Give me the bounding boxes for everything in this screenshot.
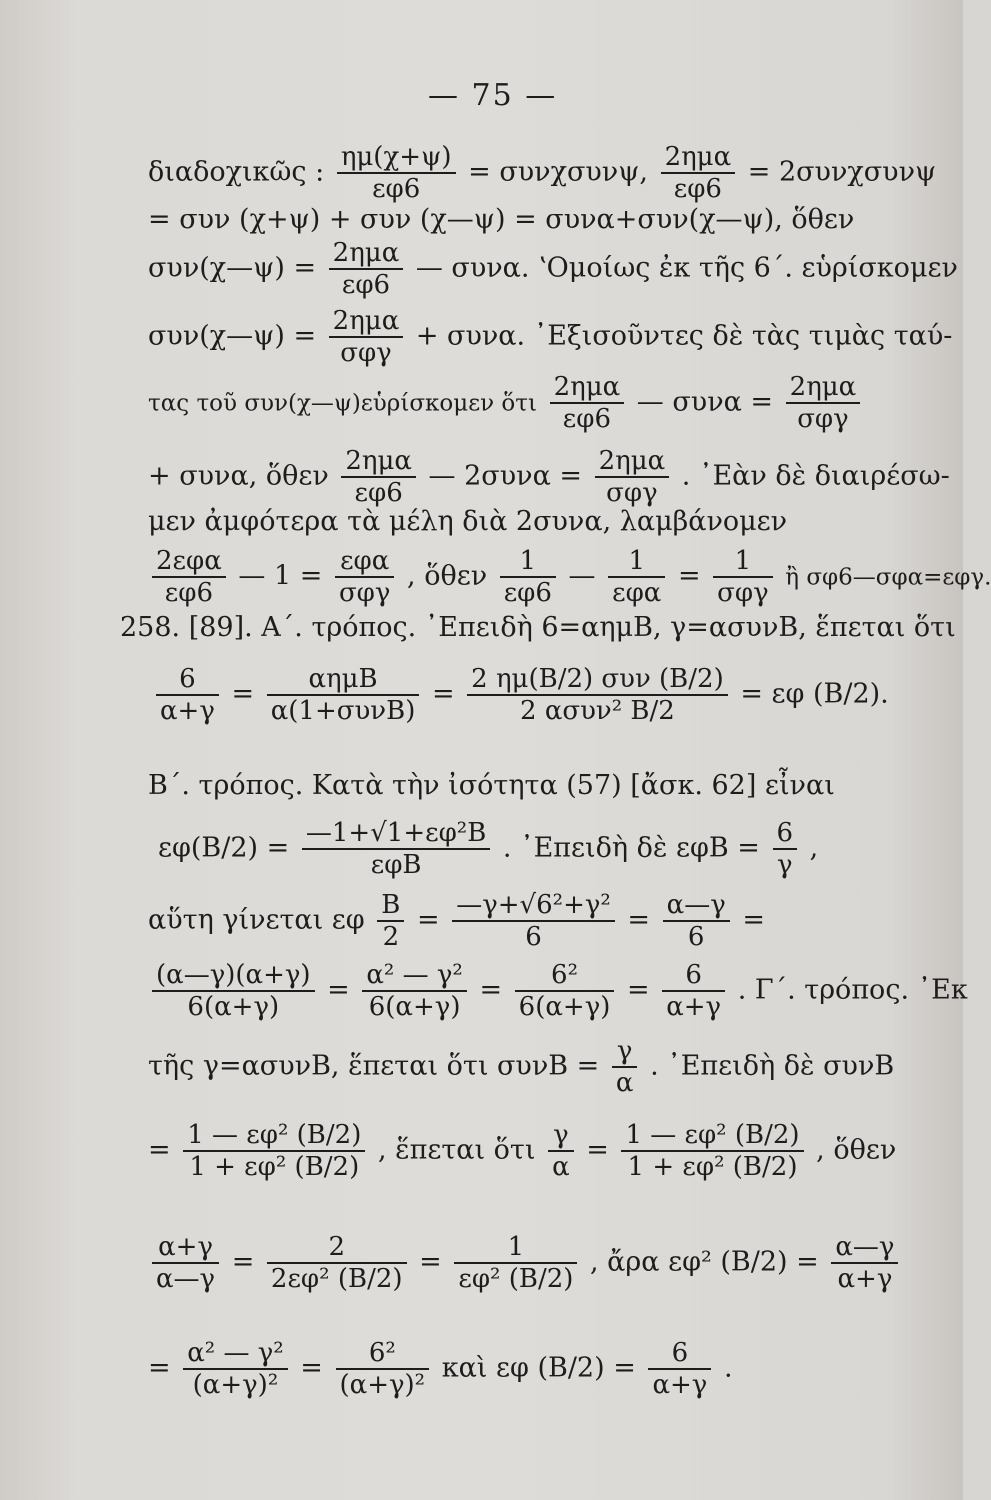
equation-line-8: [148, 546, 991, 608]
text: . ᾿Επειδὴ δὲ συνΒ: [650, 1050, 895, 1082]
equation-line-14: [148, 960, 968, 1022]
equation-line-3: [148, 238, 958, 300]
fraction: $\frac{6}{\alpha+\gamma}$: [156, 664, 219, 726]
text: διαδοχικῶς :: [148, 156, 325, 188]
equation-line-12: [158, 818, 818, 880]
fraction: $\frac{6}{\alpha+\gamma}$: [662, 960, 725, 1022]
text: = εφ (Β/2).: [740, 678, 889, 710]
fraction: $\frac{\gamma}{\alpha}$: [612, 1036, 638, 1098]
text-line-2: = συν (χ+ψ) + συν (χ—ψ) = συνα+συν(χ—ψ), ὅθεν: [148, 204, 855, 235]
fraction: $\frac{6}{\gamma}$: [773, 818, 798, 880]
fraction: $\frac{\text{—γ+√6²+γ²}}{6}$: [452, 890, 615, 952]
equation-line-15: [148, 1036, 894, 1098]
text: =: [419, 1246, 442, 1278]
fraction: $\frac{\text{2 ημ(Β/2) συν (Β/2)}}{\text{2 ασυν² Β/2}}$: [467, 664, 728, 726]
equation-line-18: [148, 1338, 733, 1400]
equation-line-6: [148, 446, 950, 508]
fraction: $\frac{\text{6²}}{6(\alpha+\gamma)}$: [515, 960, 615, 1022]
text: =: [627, 904, 651, 936]
text: ,: [809, 832, 819, 864]
text: =: [231, 678, 255, 710]
text: αὕτη γίνεται εφ: [148, 904, 365, 936]
text: . Γ΄. τρόπος. ᾿Εκ: [737, 974, 968, 1006]
fraction: $\frac{\text{2ημα}}{\varepsilon\varphi 6}$: [550, 372, 625, 434]
fraction: $\frac{\text{—1+√1+εφ²Β}}{\text{εφΒ}}$: [302, 818, 490, 880]
fraction: $\frac{\text{2ημα}}{\text{σφγ}}$: [786, 372, 861, 434]
text: =: [586, 1134, 609, 1166]
fraction: $\frac{1}{\text{σφγ}}$: [713, 546, 773, 608]
text: καὶ εφ (Β/2) =: [441, 1352, 636, 1384]
text: + συνα. ᾿Εξισοῦντες δὲ τὰς τιμὰς ταύ-: [415, 320, 953, 352]
fraction: $\frac{\text{α² — γ²}}{6(\alpha+\gamma)}$: [362, 960, 466, 1022]
fraction: $\frac{1}{\text{εφ² (Β/2)}}$: [454, 1232, 577, 1294]
text: =: [327, 974, 350, 1006]
text: =: [300, 1352, 323, 1384]
text: = συνχσυνψ,: [468, 156, 648, 188]
text: — 2συνα =: [428, 460, 583, 492]
text: =: [677, 560, 701, 592]
text: —: [568, 560, 596, 592]
text: =: [479, 974, 503, 1006]
equation-line-17: [148, 1232, 902, 1294]
text: — συνα =: [636, 386, 774, 418]
page-number: — 75 —: [428, 78, 558, 113]
equation-line-5: [148, 372, 864, 434]
text-line-11: Β΄. τρόπος. Κατὰ τὴν ἰσότητα (57) [ἄσκ. 62] εἶναι: [148, 770, 835, 801]
fraction: $\frac{\text{6²}}{\text{(α+γ)²}}$: [336, 1338, 430, 1400]
fraction: $\frac{\text{2εφα}}{\varepsilon\varphi 6}$: [152, 546, 226, 608]
text: . ᾿Επειδὴ δὲ εφΒ =: [502, 832, 760, 864]
text: ἢ σφ6—σφα=εφγ.: [785, 564, 991, 591]
text: , ἄρα εφ² (Β/2) =: [590, 1246, 819, 1278]
equation-line-1: [148, 142, 936, 204]
text: , ὅθεν: [816, 1134, 897, 1166]
text: = 2συνχσυνψ: [747, 156, 937, 188]
text: + συνα, ὅθεν: [148, 460, 329, 492]
text: — συνα. ʽΟμοίως ἐκ τῆς 6΄. εὑρίσκομεν: [415, 252, 958, 284]
text: τας τοῦ συν(χ—ψ)εὑρίσκομεν ὅτι: [148, 390, 538, 417]
fraction: $\frac{\text{2ημα}}{\text{σφγ}}$: [329, 306, 404, 368]
equation-line-16: [148, 1120, 896, 1182]
fraction: $\frac{\text{α² — γ²}}{\text{(α+γ)²}}$: [183, 1338, 287, 1400]
equation-line-4: [148, 306, 952, 368]
text: =: [148, 1134, 171, 1166]
fraction: $\frac{\alpha—\gamma}{\alpha+\gamma}$: [831, 1232, 898, 1294]
text: εφ(Β/2) =: [158, 832, 290, 864]
fraction: $\frac{(\alpha—\gamma)(\alpha+\gamma)}{6(\alpha+\gamma)}$: [152, 960, 315, 1022]
fraction: $\frac{\alpha—\gamma}{6}$: [663, 890, 730, 952]
fraction: $\frac{\text{2ημα}}{\varepsilon\varphi 6}$: [341, 446, 416, 508]
fraction: $\frac{\text{1 — εφ² (Β/2)}}{\text{1 + εφ² (Β/2)}}$: [621, 1120, 803, 1182]
text: =: [417, 904, 440, 936]
text: , ἕπεται ὅτι: [377, 1134, 536, 1166]
fraction: $\frac{2}{\text{2εφ² (Β/2)}}$: [267, 1232, 407, 1294]
fraction: $\frac{6}{\alpha+\gamma}$: [648, 1338, 711, 1400]
text: συν(χ—ψ) =: [148, 320, 317, 352]
fraction: $\frac{\text{2ημα}}{\varepsilon\varphi 6}$: [661, 142, 736, 204]
text: =: [231, 1246, 255, 1278]
fraction: $\frac{\text{2ημα}}{\varepsilon\varphi 6}$: [329, 238, 404, 300]
fraction: $\frac{\text{1 — εφ² (Β/2)}}{\text{1 + εφ² (Β/2)}}$: [183, 1120, 365, 1182]
text: =: [148, 1352, 171, 1384]
text: =: [431, 678, 455, 710]
text: =: [742, 904, 765, 936]
text: — 1 =: [238, 560, 323, 592]
fraction: $\frac{\gamma}{\alpha}$: [548, 1120, 574, 1182]
fraction: $\frac{B}{2}$: [377, 890, 404, 952]
fraction: $\frac{1}{\varepsilon\varphi 6}$: [500, 546, 556, 608]
fraction: $\frac{\eta\mu(\chi+\psi)}{\varepsilon\varphi 6}$: [337, 142, 456, 204]
text: συν(χ—ψ) =: [148, 252, 317, 284]
fraction: $\frac{\alpha+\gamma}{\alpha—\gamma}$: [152, 1232, 219, 1294]
text: . ᾿Εὰν δὲ διαιρέσω-: [681, 460, 950, 492]
fraction: $\frac{\text{2ημα}}{\text{σφγ}}$: [595, 446, 670, 508]
text: .: [723, 1352, 733, 1384]
equation-line-10: [152, 664, 889, 726]
text: , ὅθεν: [407, 560, 488, 592]
text-line-7: μεν ἀμφότερα τὰ μέλη διὰ 2συνα, λαμβάνομεν: [148, 506, 788, 537]
fraction: $\frac{\text{εφα}}{\text{σφγ}}$: [335, 546, 395, 608]
text-line-9: 258. [89]. Α΄. τρόπος. ᾿Επειδὴ 6=αημΒ, γ=ασυνΒ, ἕπεται ὅτι: [120, 612, 956, 643]
fraction: $\frac{\text{αημΒ}}{\text{α(1+συνΒ)}}$: [267, 664, 420, 726]
equation-line-13: [148, 890, 765, 952]
text: τῆς γ=ασυνΒ, ἕπεται ὅτι συνΒ =: [148, 1050, 600, 1082]
fraction: $\frac{1}{\text{εφα}}$: [608, 546, 665, 608]
text: =: [626, 974, 650, 1006]
